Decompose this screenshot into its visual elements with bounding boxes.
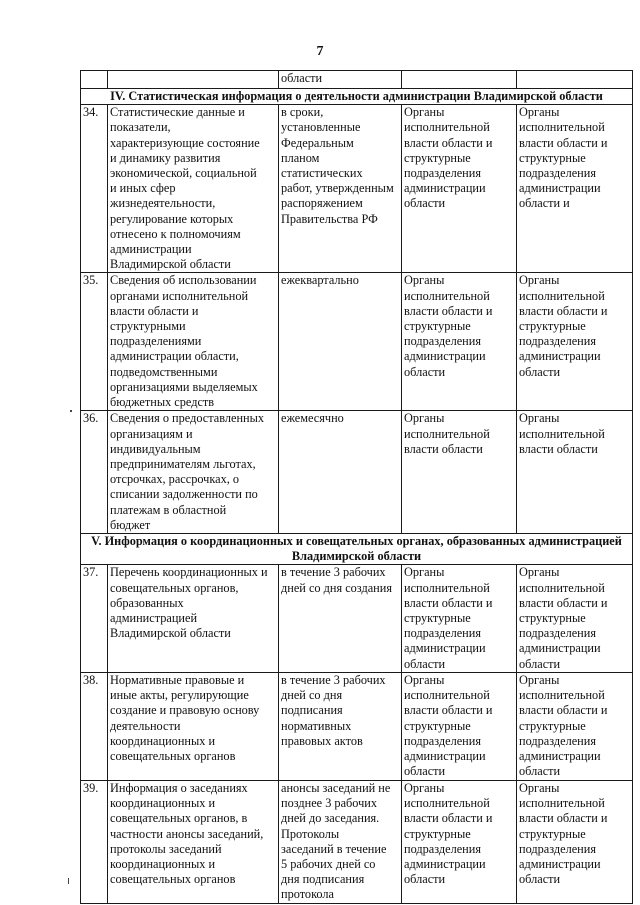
table-row bbox=[81, 411, 633, 534]
info-cell: Сведения о предоставленных организациям и индивидуальным предпринимателям льготах, отсрочках, рассрочках, о списании задолженности по платежам в областной бюджет bbox=[108, 411, 279, 534]
executor-cell: Органы исполнительной власти области bbox=[517, 411, 633, 534]
responsible-cell bbox=[402, 71, 517, 89]
info-cell: Информация о заседаниях координационных и совещательных органов, в частности анонсы заседаний, протоколы заседаний координационных и совещательных органов bbox=[108, 780, 279, 903]
responsible-cell: Органы исполнительной власти области и структурные подразделения администрации области bbox=[402, 672, 517, 780]
executor-cell: Органы исполнительной власти области и структурные подразделения администрации области bbox=[517, 672, 633, 780]
deadline-cell: анонсы заседаний не позднее 3 рабочих дней до заседания. Протоколы заседаний в течение 5 рабочих дней со дня подписания протокола bbox=[279, 780, 402, 903]
section-title: IV. Статистическая информация о деятельности администрации Владимирской области bbox=[81, 89, 633, 105]
info-cell: Нормативные правовые и иные акты, регулирующие создание и правовую основу деятельности координационных и совещательных органов bbox=[108, 672, 279, 780]
deadline-cell: ежемесячно bbox=[279, 411, 402, 534]
responsible-cell: Органы исполнительной власти области и структурные подразделения администрации области bbox=[402, 105, 517, 273]
table-row bbox=[81, 565, 633, 672]
executor-cell: Органы исполнительной власти области и структурные подразделения администрации области bbox=[517, 565, 633, 672]
responsible-cell: Органы исполнительной власти области и структурные подразделения администрации области bbox=[402, 273, 517, 411]
responsible-cell: Органы исполнительной власти области bbox=[402, 411, 517, 534]
executor-cell bbox=[517, 71, 633, 89]
row-number: 34. bbox=[81, 105, 108, 273]
row-number: 37. bbox=[81, 565, 108, 672]
row-number: 38. bbox=[81, 672, 108, 780]
table-row bbox=[81, 105, 633, 273]
info-cell: Перечень координационных и совещательных органов, образованных администрацией Владимирской области bbox=[108, 565, 279, 672]
deadline-cell: в течение 3 рабочих дней со дня создания bbox=[279, 565, 402, 672]
info-cell bbox=[108, 71, 279, 89]
deadline-cell: в сроки, установленные Федеральным планом статистических работ, утвержденным распоряжением Правительства РФ bbox=[279, 105, 402, 273]
executor-cell: Органы исполнительной власти области и структурные подразделения администрации области и bbox=[517, 105, 633, 273]
deadline-cell: ежеквартально bbox=[279, 273, 402, 411]
row-number: 36. bbox=[81, 411, 108, 534]
row-number bbox=[81, 71, 108, 89]
page-number: 7 bbox=[316, 44, 324, 59]
executor-cell: Органы исполнительной власти области и структурные подразделения администрации области bbox=[517, 273, 633, 411]
info-cell: Статистические данные и показатели, характеризующие состояние и динамику развития экономической, социальной и иных сфер жизнедеятельности, регулирование которых отнесено к полномочиям администрации Владимирской области bbox=[108, 105, 279, 273]
scan-mark bbox=[68, 878, 69, 884]
section-header-row bbox=[81, 534, 633, 565]
table-row bbox=[81, 273, 633, 411]
continuation-row bbox=[81, 71, 633, 89]
responsible-cell: Органы исполнительной власти области и структурные подразделения администрации области bbox=[402, 565, 517, 672]
responsible-cell: Органы исполнительной власти области и структурные подразделения администрации области bbox=[402, 780, 517, 903]
deadline-cell: области bbox=[279, 71, 402, 89]
scan-mark bbox=[70, 410, 72, 412]
deadline-cell: в течение 3 рабочих дней со дня подписания нормативных правовых актов bbox=[279, 672, 402, 780]
row-number: 39. bbox=[81, 780, 108, 903]
information-table bbox=[80, 70, 633, 904]
table-row bbox=[81, 780, 633, 903]
row-number: 35. bbox=[81, 273, 108, 411]
table-row bbox=[81, 672, 633, 780]
executor-cell: Органы исполнительной власти области и структурные подразделения администрации области bbox=[517, 780, 633, 903]
info-cell: Сведения об использовании органами исполнительной власти области и структурными подразделениями администрации области, подведомственными организациями выделяемых бюджетных средств bbox=[108, 273, 279, 411]
section-header-row bbox=[81, 89, 633, 105]
section-title: V. Информация о координационных и совещательных органах, образованных администрацией Владимирской области bbox=[81, 534, 633, 565]
